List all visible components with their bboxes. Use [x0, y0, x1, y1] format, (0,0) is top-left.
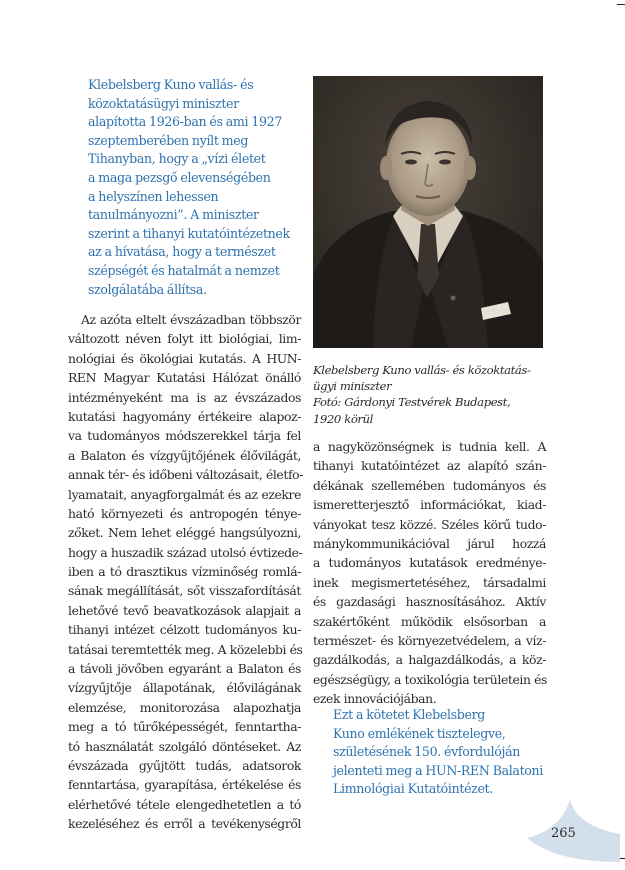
- body-line: ezek innovációjában.: [313, 691, 437, 707]
- body-line: ismeretterjesztő információkat, kiad-: [313, 497, 546, 513]
- portrait-photo: [313, 76, 543, 348]
- pullquote-line: az a hívatása, hogy a természet: [88, 244, 276, 260]
- pullquote-line: Limnológiai Kutatóintézet.: [333, 781, 493, 797]
- body-line: tatásai teremtették meg. A közelebbi és: [68, 641, 303, 657]
- body-line: va tudományos módszerekkel tárja fel: [68, 428, 301, 444]
- caption-line: Klebelsberg Kuno vallás- és közoktatás-: [313, 363, 531, 377]
- portrait-illustration: [313, 76, 543, 348]
- caption-line: Fotó: Gárdonyi Testvérek Budapest,: [313, 395, 511, 410]
- pullquote-line: a maga pezsgő elevenségében: [88, 169, 271, 185]
- body-line: mánykommunikációval járul hozzá: [313, 535, 546, 551]
- body-line: kezeléséhez és erről a tevékenységről: [68, 816, 301, 832]
- body-line: vízgyűjtője állapotának, élővilágának: [68, 680, 301, 696]
- pullquote-line: közoktatásügyi miniszter: [88, 95, 239, 111]
- body-line: zőket. Nem lehet eléggé hangsúlyozni,: [68, 525, 301, 541]
- caption-line: ügyi miniszter: [313, 379, 392, 394]
- body-text-left-column: [68, 310, 301, 834]
- body-line: a tudományos kutatások eredménye-: [313, 555, 546, 571]
- body-line: tó használatát szolgáló döntéseket. Az: [68, 738, 301, 754]
- body-line: tihanyi kutatóintézet az alapító szán-: [313, 458, 546, 474]
- pullquote-dedication: [333, 706, 553, 799]
- body-line: annak tér- és időbeni változásait, életfo-: [68, 467, 303, 483]
- pullquote-line: tanulmányozni”. A miniszter: [88, 207, 259, 223]
- body-line: Az azóta eltelt évszázadban többször: [81, 312, 301, 327]
- pullquote-line: jelenteti meg a HUN-REN Balatoni: [333, 762, 543, 778]
- body-line: és gazdasági hasznosításához. Aktív: [313, 594, 546, 610]
- body-line: lehetővé tevő beavatkozások alapjait a: [68, 602, 301, 618]
- pullquote-line: alapította 1926-ban és ami 1927: [88, 114, 283, 130]
- body-line: változott néven folyt itt biológiai, lim-: [68, 331, 301, 347]
- body-line: ható környezeti és antropogén ténye-: [68, 505, 301, 521]
- pullquote-line: Kuno emlékének tisztelegve,: [333, 725, 506, 741]
- body-line: a távoli jövőben egyaránt a Balaton és: [68, 661, 301, 677]
- body-line: intézményeként ma is az évszázados: [68, 389, 301, 405]
- pullquote-line: születésének 150. évfordulóján: [333, 744, 520, 760]
- body-line: dékának szellemében tudományos és: [313, 477, 546, 493]
- pullquote-line: szolgálatába állítsa.: [88, 281, 207, 297]
- body-line: egészségügy, a toxikológia területein és: [313, 671, 547, 687]
- pullquote-founding: [88, 76, 303, 299]
- body-line: lyamatait, anyagforgalmát és az ezekre: [68, 486, 301, 502]
- body-line: hogy a huszadik század utolsó évtizede-: [68, 544, 303, 560]
- body-line: ványokat tesz közzé. Széles körű tudo-: [313, 516, 546, 532]
- body-line: elérhetővé tétele elengedhetetlen a tó: [68, 796, 301, 812]
- body-line: a nagyközönségnek is tudnia kell. A: [313, 439, 546, 454]
- pullquote-line: szeptemberében nyílt meg: [88, 132, 249, 148]
- body-line: elemzése, monitorozása alapozhatja: [68, 699, 301, 715]
- page-number: 265: [551, 826, 576, 841]
- body-line: gazdálkodás, a halgazdálkodás, a köz-: [313, 652, 546, 668]
- body-line: meg a tó tűrőképességét, fenntartha-: [68, 719, 301, 735]
- body-line: kutatási hagyomány értékeire alapoz-: [68, 408, 301, 424]
- pullquote-line: szerint a tihanyi kutatóintézetnek: [88, 225, 290, 241]
- body-line: szakértőként működik elsősorban a: [313, 613, 546, 629]
- body-line: a Balaton és vízgyűjtőjének élővilágát,: [68, 447, 301, 463]
- photo-caption: [313, 362, 553, 427]
- body-text-right-column: [313, 437, 546, 708]
- body-line: tihanyi intézet célzott tudományos ku-: [68, 622, 301, 638]
- caption-line: 1920 körül: [313, 411, 373, 426]
- pullquote-line: Ezt a kötetet Klebelsberg: [333, 707, 485, 722]
- body-line: évszázada gyűjtött tudás, adatsorok: [68, 757, 301, 773]
- body-line: REN Magyar Kutatási Hálózat önálló: [68, 370, 301, 386]
- body-line: inek megismertetéséhez, társadalmi: [313, 574, 546, 590]
- body-line: fenntartása, gyarapítása, értékelése és: [68, 777, 301, 793]
- body-line: iben a tó drasztikus vízminőség romlá-: [68, 564, 301, 580]
- crop-mark-top-right: [617, 4, 625, 5]
- pullquote-line: Tihanyban, hogy a „vízi életet: [88, 151, 266, 167]
- pullquote-line: szépségét és hatalmát a nemzet: [88, 262, 280, 278]
- pullquote-line: a helyszínen lehessen: [88, 188, 219, 204]
- pullquote-line: Klebelsberg Kuno vallás- és: [88, 77, 254, 92]
- body-line: nológiai és ökológiai kutatás. A HUN-: [68, 350, 301, 366]
- body-line: természet- és környezetvédelem, a víz-: [313, 632, 546, 648]
- body-line: sának megállítását, sőt visszafordítását: [68, 583, 301, 599]
